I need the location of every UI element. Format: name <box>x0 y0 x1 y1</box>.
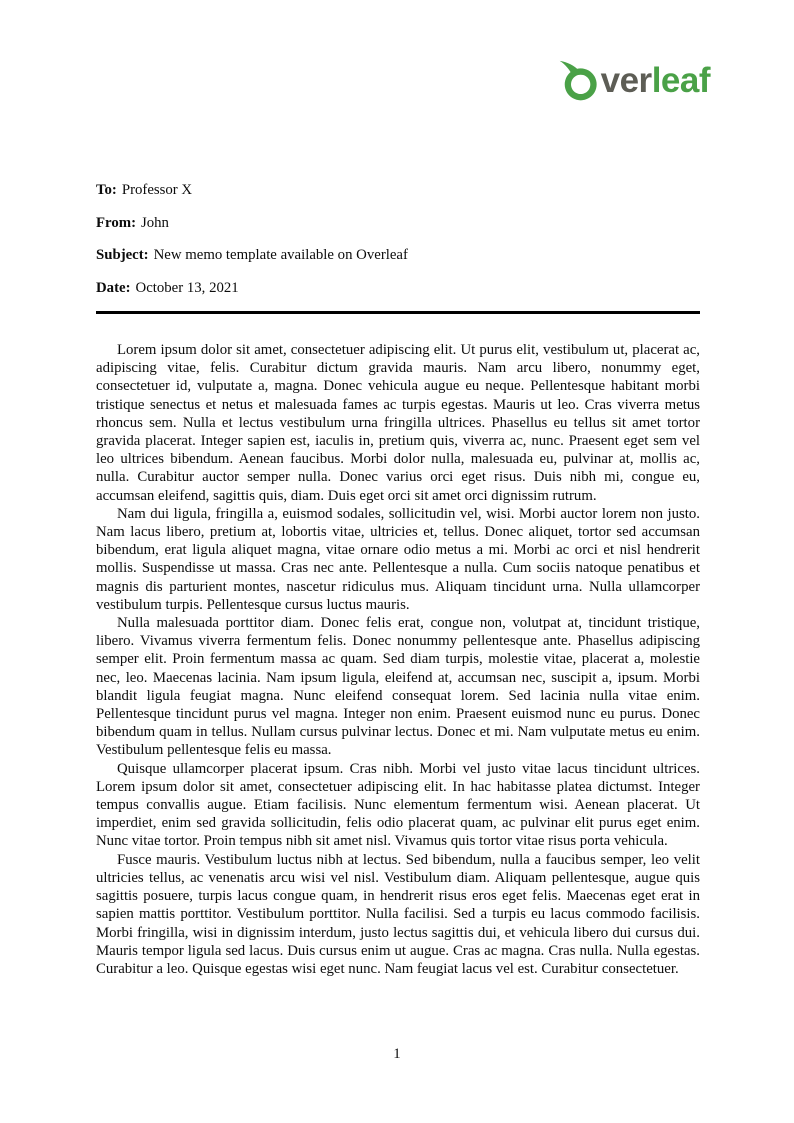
body-paragraph: Quisque ullamcorper placerat ipsum. Cras nibh. Morbi vel justo vitae lacus tincidunt ultrices. Lorem ipsum dolor sit amet, consectetuer adipiscing elit. In hac habitasse platea dictumst. Integer tempus convallis augue. Etiam facilisis. Nunc elementum fermentum wisi. Aenean placerat. Ut imperdiet, enim sed gravida sollicitudin, felis odio placerat quam, ac pulvinar elit purus eget enim. Nunc vitae tortor. Proin tempus nibh sit amet nisl. Vivamus quis tortor vitae risus porta vehicula. <box>96 760 700 850</box>
memo-field-row <box>96 279 700 297</box>
page-number: 1 <box>393 1046 401 1062</box>
logo-text-ver: ver <box>600 61 652 100</box>
memo-header <box>96 181 700 311</box>
memo-field-row <box>96 214 700 232</box>
memo-field-value: John <box>141 214 169 231</box>
memo-field-value: New memo template available on Overleaf <box>153 247 408 263</box>
memo-field-value: October 13, 2021 <box>135 279 239 296</box>
logo-text-leaf: leaf <box>651 61 710 100</box>
memo-field-label: From: <box>96 214 136 231</box>
body-paragraph: Fusce mauris. Vestibulum luctus nibh at lectus. Sed bibendum, nulla a faucibus semper, leo velit ultricies tellus, ac venenatis arcu wisi vel nisl. Vestibulum diam. Aliquam pellentesque, augue quis sagittis posuere, turpis lacus congue quam, in hendrerit risus eros eget felis. Maecenas eget erat in sapien mattis porttitor. Vestibulum porttitor. Nulla facilisi. Sed a turpis eu lacus commodo facilisis. Morbi fringilla, wisi in dignissim interdum, justo lectus sagittis dui, et vehicula libero dui cursus dui. Mauris tempor ligula sed lacus. Duis cursus enim ut augue. Cras ac magna. Cras nulla. Nulla egestas. Curabitur a leo. Quisque egestas wisi eget nunc. Nam feugiat lacus vel est. Curabitur consectetuer. <box>96 851 700 977</box>
memo-field-label: Subject: <box>96 247 149 263</box>
memo-field-label: To: <box>96 182 117 198</box>
memo-field-row <box>96 181 700 199</box>
memo-body <box>96 341 700 978</box>
overleaf-logo <box>558 58 710 104</box>
overleaf-leaf-icon <box>558 58 600 104</box>
body-paragraph: Nam dui ligula, fringilla a, euismod sodales, sollicitudin vel, wisi. Morbi auctor lorem non justo. Nam lacus libero, pretium at, lobortis vitae, ultricies et, tellus. Donec aliquet, tortor sed accumsan bibendum, erat ligula aliquet magna, vitae ornare odio metus a mi. Morbi ac orci et nisl hendrerit mollis. Suspendisse ut massa. Cras nec ante. Pellentesque a nulla. Cum sociis natoque penatibus et magnis dis parturient montes, nascetur ridiculus mus. Aliquam tincidunt urna. Nulla ullamcorper vestibulum turpis. Pellentesque cursus luctus mauris. <box>96 505 700 613</box>
memo-field-label: Date: <box>96 279 131 296</box>
memo-field-value: Professor X <box>121 182 193 198</box>
body-paragraph: Nulla malesuada porttitor diam. Donec felis erat, congue non, volutpat at, tincidunt tristique, libero. Vivamus viverra fermentum felis. Donec nonummy pellentesque ante. Phasellus adipiscing semper elit. Proin fermentum massa ac quam. Sed diam turpis, molestie vitae, placerat a, molestie nec, leo. Maecenas lacinia. Nam ipsum ligula, eleifend at, accumsan nec, suscipit a, ipsum. Morbi blandit ligula feugiat magna. Nunc eleifend consequat lorem. Sed lacinia nulla vitae enim. Pellentesque tincidunt purus vel magna. Integer non enim. Praesent euismod nunc eu purus. Donec bibendum quam in tellus. Nullam cursus pulvinar lectus. Donec et mi. Nam vulputate metus eu enim. Vestibulum pellentesque felis eu massa. <box>96 615 700 759</box>
body-paragraph: Lorem ipsum dolor sit amet, consectetuer adipiscing elit. Ut purus elit, vestibulum ut, placerat ac, adipiscing vitae, felis. Curabitur dictum gravida mauris. Nam arcu libero, nonummy eget, consectetuer id, vulputate a, magna. Donec vehicula augue eu neque. Pellentesque habitant morbi tristique senectus et netus et malesuada fames ac turpis egestas. Mauris ut leo. Cras viverra metus rhoncus sem. Nulla et lectus vestibulum urna fringilla ultrices. Phasellus eu tellus sit amet tortor gravida placerat. Integer sapien est, iaculis in, pretium quis, viverra ac, nunc. Praesent eget sem vel leo ultrices bibendum. Aenean faucibus. Morbi dolor nulla, malesuada eu, pulvinar at, mollis ac, nulla. Curabitur auctor semper nulla. Donec varius orci eget risus. Duis nibh mi, congue eu, accumsan eleifend, sagittis quis, diam. Duis eget orci sit amet orci dignissim rutrum. <box>96 342 700 504</box>
header-divider-rule <box>96 311 700 314</box>
memo-field-row <box>96 246 700 264</box>
